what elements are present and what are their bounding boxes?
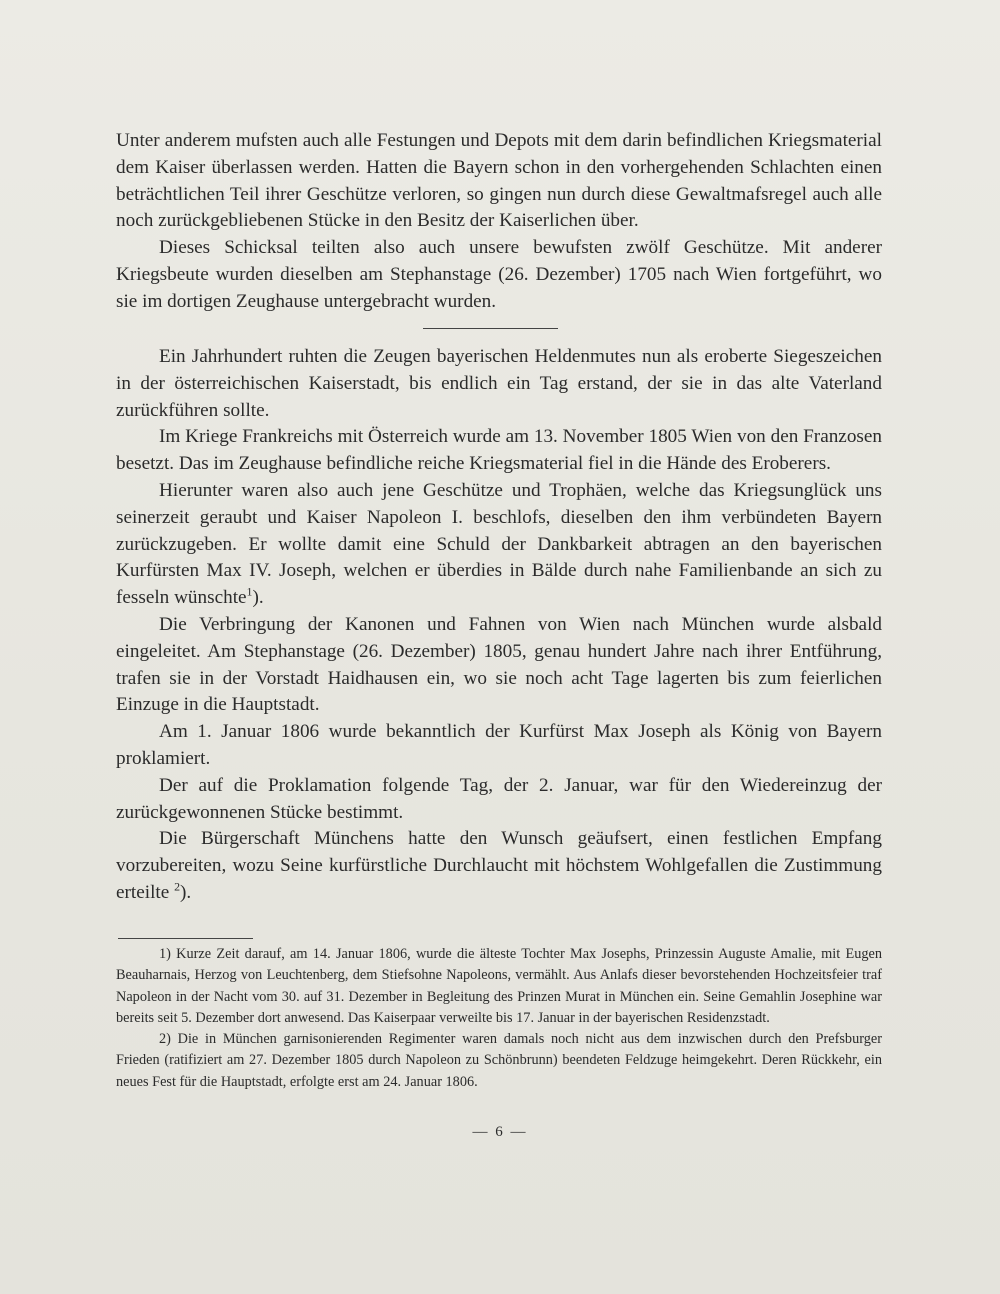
paragraph xyxy=(116,478,882,612)
footnote-divider xyxy=(118,938,253,939)
page-number: — 6 — xyxy=(472,1124,528,1140)
text-block-top xyxy=(116,128,882,316)
paragraph-text: Die Bürgerschaft Münchens hatte den Wunsch geäufsert, einen festlichen Empfang vorzubereiten, wozu Seine kurfürstliche Durchlaucht mit höchstem Wohlgefallen die Zustimmung erteilte xyxy=(116,828,882,903)
footnote-ref-close: ). xyxy=(252,587,264,609)
paragraph: Ein Jahrhundert ruhten die Zeugen bayerischen Heldenmutes nun als eroberte Siegeszeichen in der österreichischen Kaiserstadt, bis endlich ein Tag erstand, der sie in das alte Vaterland zurückführen sollte. xyxy=(116,346,882,421)
footnote: 2) Die in München garnisonierenden Regimenter waren damals noch nicht aus dem inzwischen durch den Prefsburger Frieden (ratifiziert am 27. Dezember 1805 durch Napoleon zu Schönbrunn) beendeten Feldzuge heimgekehrt. Deren Rückkehr, ein neues Fest für die Hauptstadt, erfolgte erst am 24. Januar 1806. xyxy=(116,1031,882,1090)
paragraph: Im Kriege Frankreichs mit Österreich wurde am 13. November 1805 Wien von den Franzosen besetzt. Das im Zeughause befindliche reiche Kriegsmaterial fiel in die Hände des Eroberers. xyxy=(116,426,882,475)
paragraph xyxy=(116,826,882,906)
text-block-main xyxy=(116,344,882,907)
paragraph: Am 1. Januar 1806 wurde bekanntlich der Kurfürst Max Joseph als König von Bayern proklamiert. xyxy=(116,721,882,769)
footnote-ref: 2 xyxy=(174,879,181,894)
section-divider xyxy=(423,328,558,329)
footnote: 1) Kurze Zeit darauf, am 14. Januar 1806, wurde die älteste Tochter Max Josephs, Prinzessin Auguste Amalie, mit Eugen Beauharnais, Herzog von Leuchtenberg, dem Stiefsohne Napoleons, vermählt. Aus Anlafs dieser bevorstehenden Hochzeitsfeier traf Napoleon in der Nacht vom 30. auf 31. Dezember in Begleitung des Prinzen Murat in München ein. Seine Gemahlin Josephine war bereits seit 5. Dezember dort anwesend. Das Kaiserpaar verweilte bis 17. Januar in der bayerischen Residenzstadt. xyxy=(116,946,882,1026)
paragraph: Der auf die Proklamation folgende Tag, der 2. Januar, war für den Wiedereinzug der zurückgewonnenen Stücke bestimmt. xyxy=(116,774,882,823)
paragraph: Die Verbringung der Kanonen und Fahnen von Wien nach München wurde alsbald eingeleitet. Am Stephanstage (26. Dezember) 1805, genau hundert Jahre nach ihrer Entführung, trafen sie in der Vorstadt Haidhausen ein, wo sie noch acht Tage lagerten bis zum feierlichen Einzuge in die Hauptstadt. xyxy=(116,613,882,716)
footnote-ref-close: ). xyxy=(180,881,192,903)
paragraph: Dieses Schicksal teilten also auch unsere bewufsten zwölf Geschütze. Mit anderer Kriegsbeute wurden dieselben am Stephanstage (26. Dezember) 1705 nach Wien fortgeführt, wo sie im dortigen Zeughause untergebracht wurden. xyxy=(116,237,882,312)
footnote-ref: 1 xyxy=(246,584,253,599)
paragraph: Unter anderem mufsten auch alle Festungen und Depots mit dem darin befindlichen Kriegsmaterial dem Kaiser überlassen werden. Hatten die Bayern schon in den vorhergehenden Schlachten einen beträchtlichen Teil ihrer Geschütze verloren, so gingen nun durch diese Gewaltmafsregel auch alle noch zurückgebliebenen Stücke in den Besitz der Kaiserlichen über. xyxy=(116,130,882,232)
paragraph-text: Hierunter waren also auch jene Geschütze und Trophäen, welche das Kriegsunglück uns seinerzeit geraubt und Kaiser Napoleon I. beschlofs, dieselben den ihm verbündeten Bayern zurückzugeben. Er wollte damit eine Schuld der Dankbarkeit abtragen an den bayerischen Kurfürsten Max IV. Joseph, welchen er überdies in Bälde durch nahe Familienbande an sich zu fesseln wünschte xyxy=(116,479,882,609)
footnotes xyxy=(116,944,882,1093)
